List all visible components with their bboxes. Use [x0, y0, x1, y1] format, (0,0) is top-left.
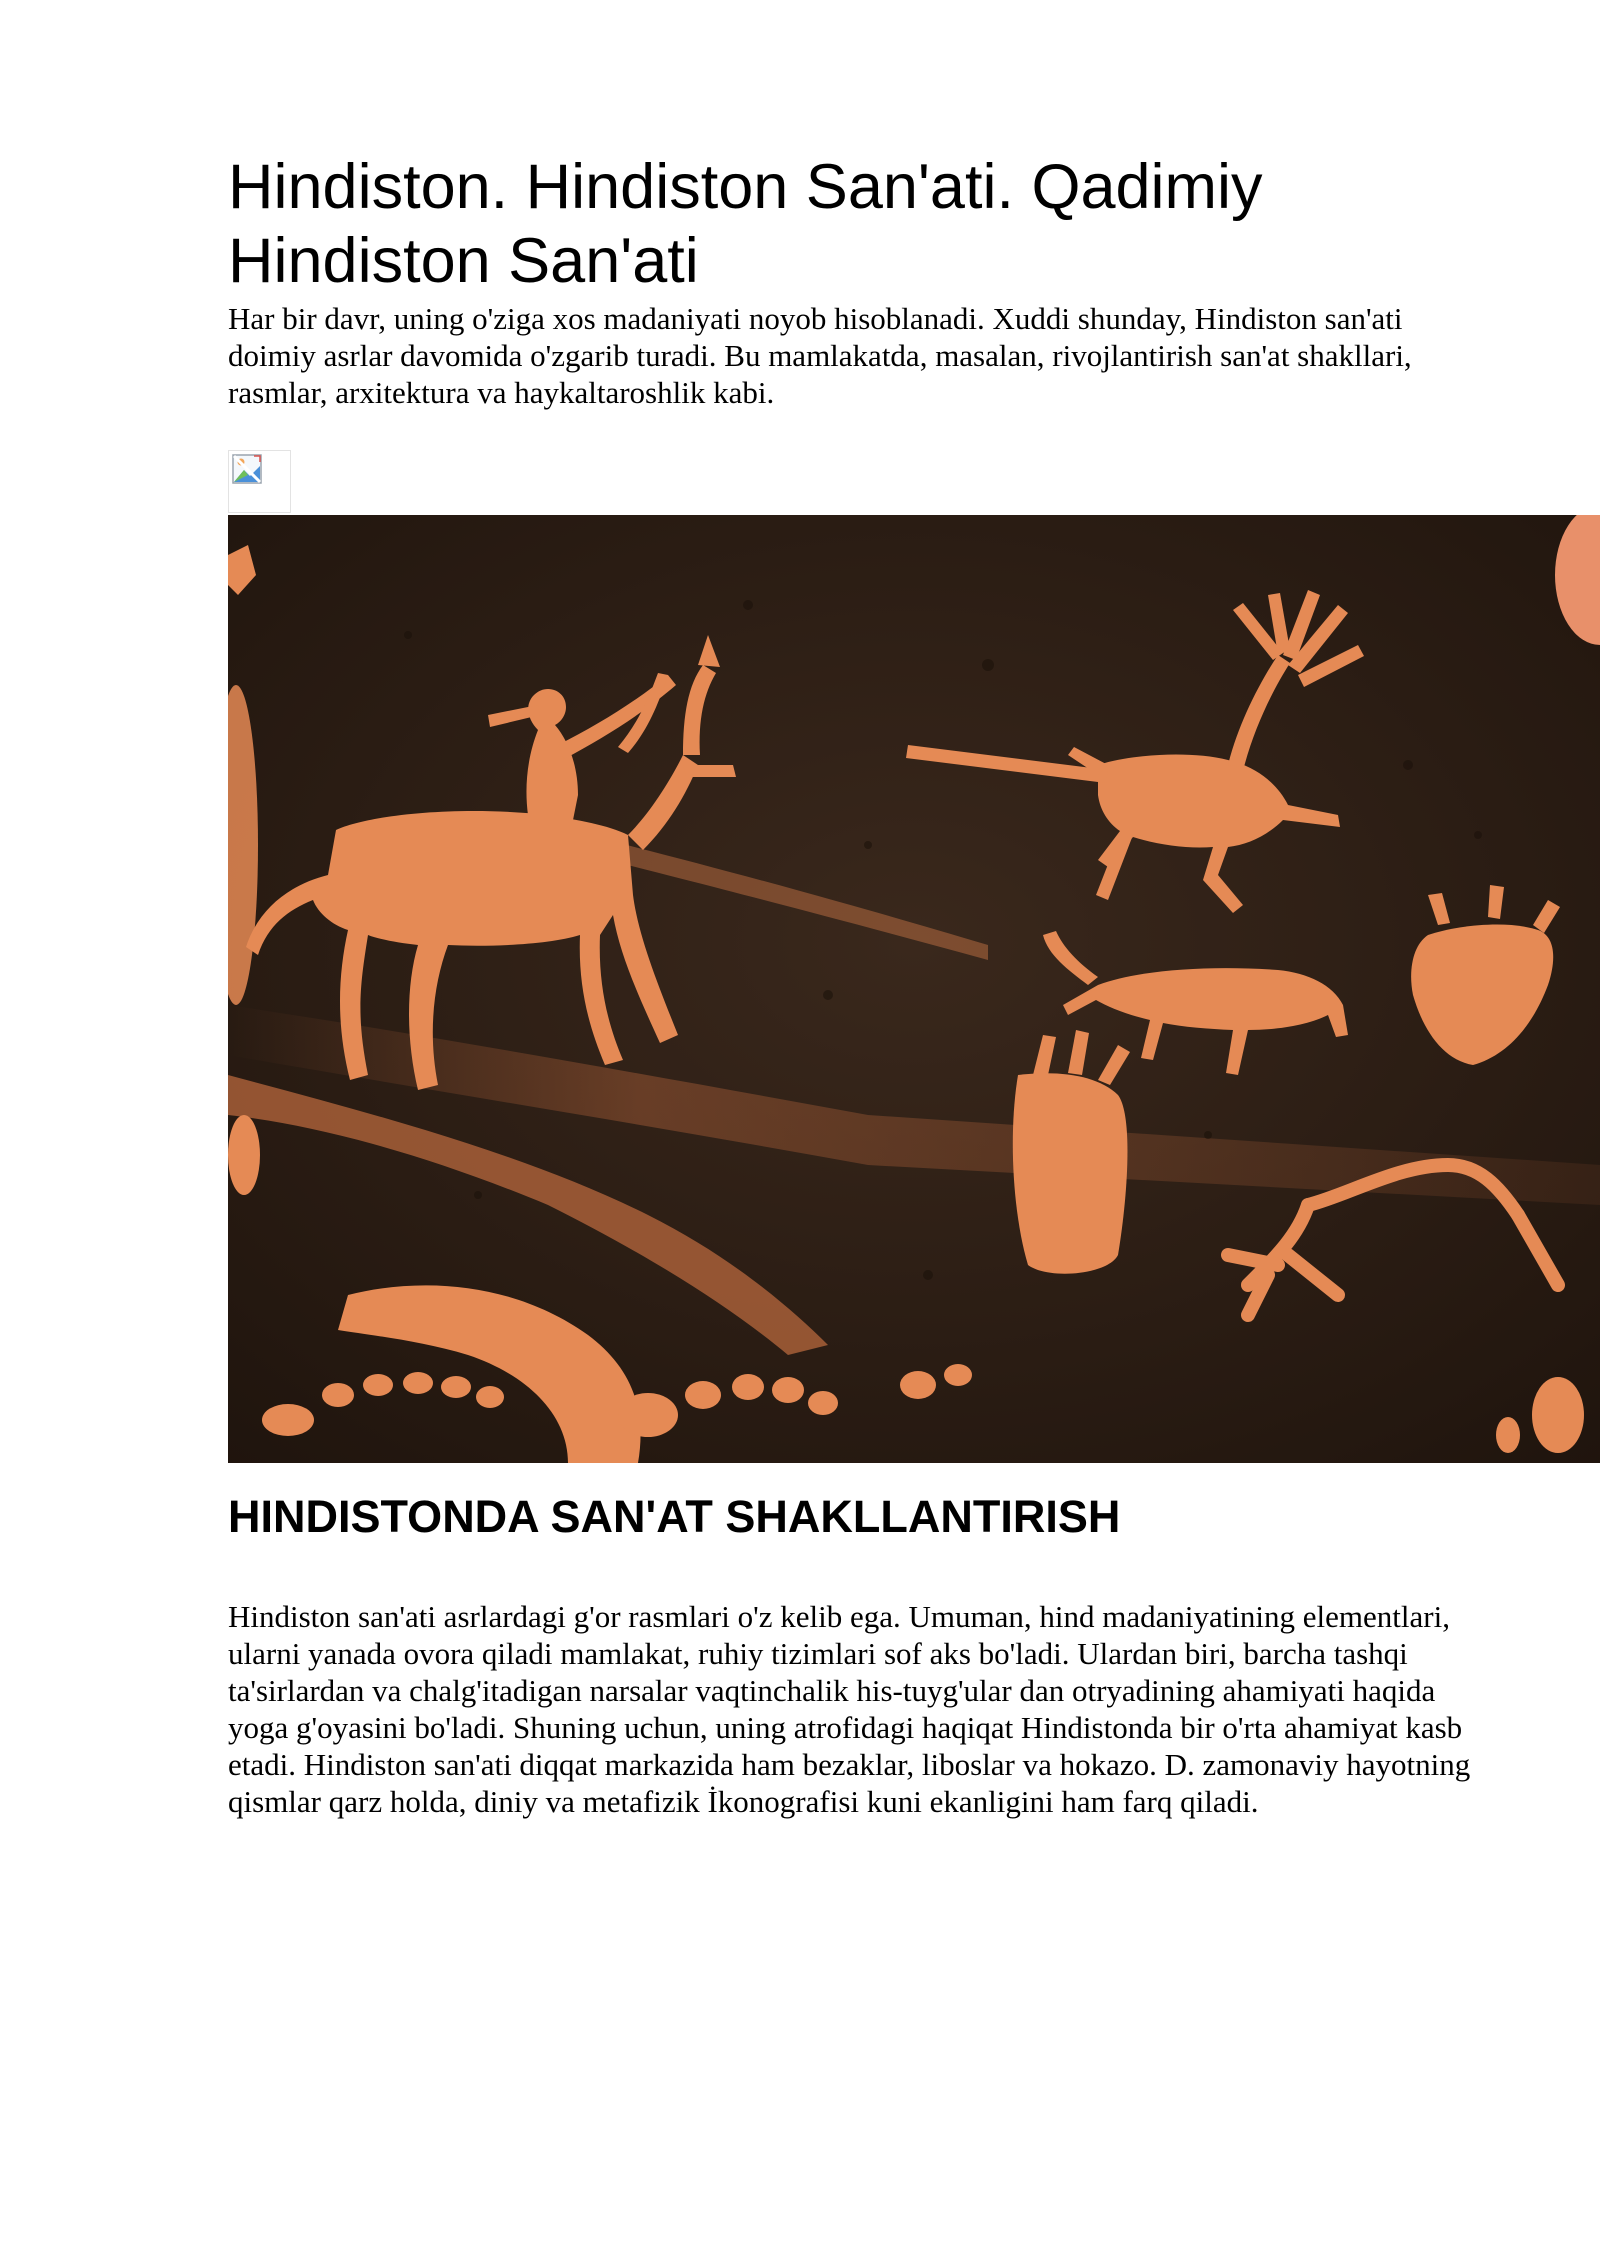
section-heading: HINDISTONDA SAN'AT SHAKLLANTIRISH	[228, 1491, 1121, 1542]
intro-paragraph: Har bir davr, uning o'ziga xos madaniyati noyob hisoblanadi. Xuddi shunday, Hindiston san'ati doimiy asrlar davomida o'zgarib turadi. Bu mamlakatda, masalan, rivojlantirish san'at shakllari, rasmlar, arxitektura va haykaltaroshlik kabi.	[228, 301, 1412, 410]
page-title: Hindiston. Hindiston San'ati. Qadimiy Hindiston San'ati	[228, 152, 1263, 296]
section-paragraph: Hindiston san'ati asrlardagi g'or rasmlari o'z kelib ega. Umuman, hind madaniyatining elementlari, ularni yanada ovora qiladi mamlakat, ruhiy tizimlari sof aks bo'ladi. Ulardan biri, barcha tashqi ta'sirlardan va chalg'itadigan narsalar vaqtinchalik his-tuyg'ular dan otryadining ahamiyati haqida yoga g'oyasini bo'ladi. Shuning uchun, uning atrofidagi haqiqat Hindistonda bir o'rta ahamiyat kasb etadi. Hindiston san'ati diqqat markazida ham bezaklar, liboslar va hokazo. D. zamonaviy hayotning qismlar qarz holda, diniy va metafizik İkonografisi kuni ekanligini ham farq qiladi.	[228, 1599, 1471, 1819]
broken-image-icon	[228, 450, 291, 513]
rock-art-petroglyphs-image	[228, 515, 1600, 1463]
article	[228, 150, 1600, 1819]
